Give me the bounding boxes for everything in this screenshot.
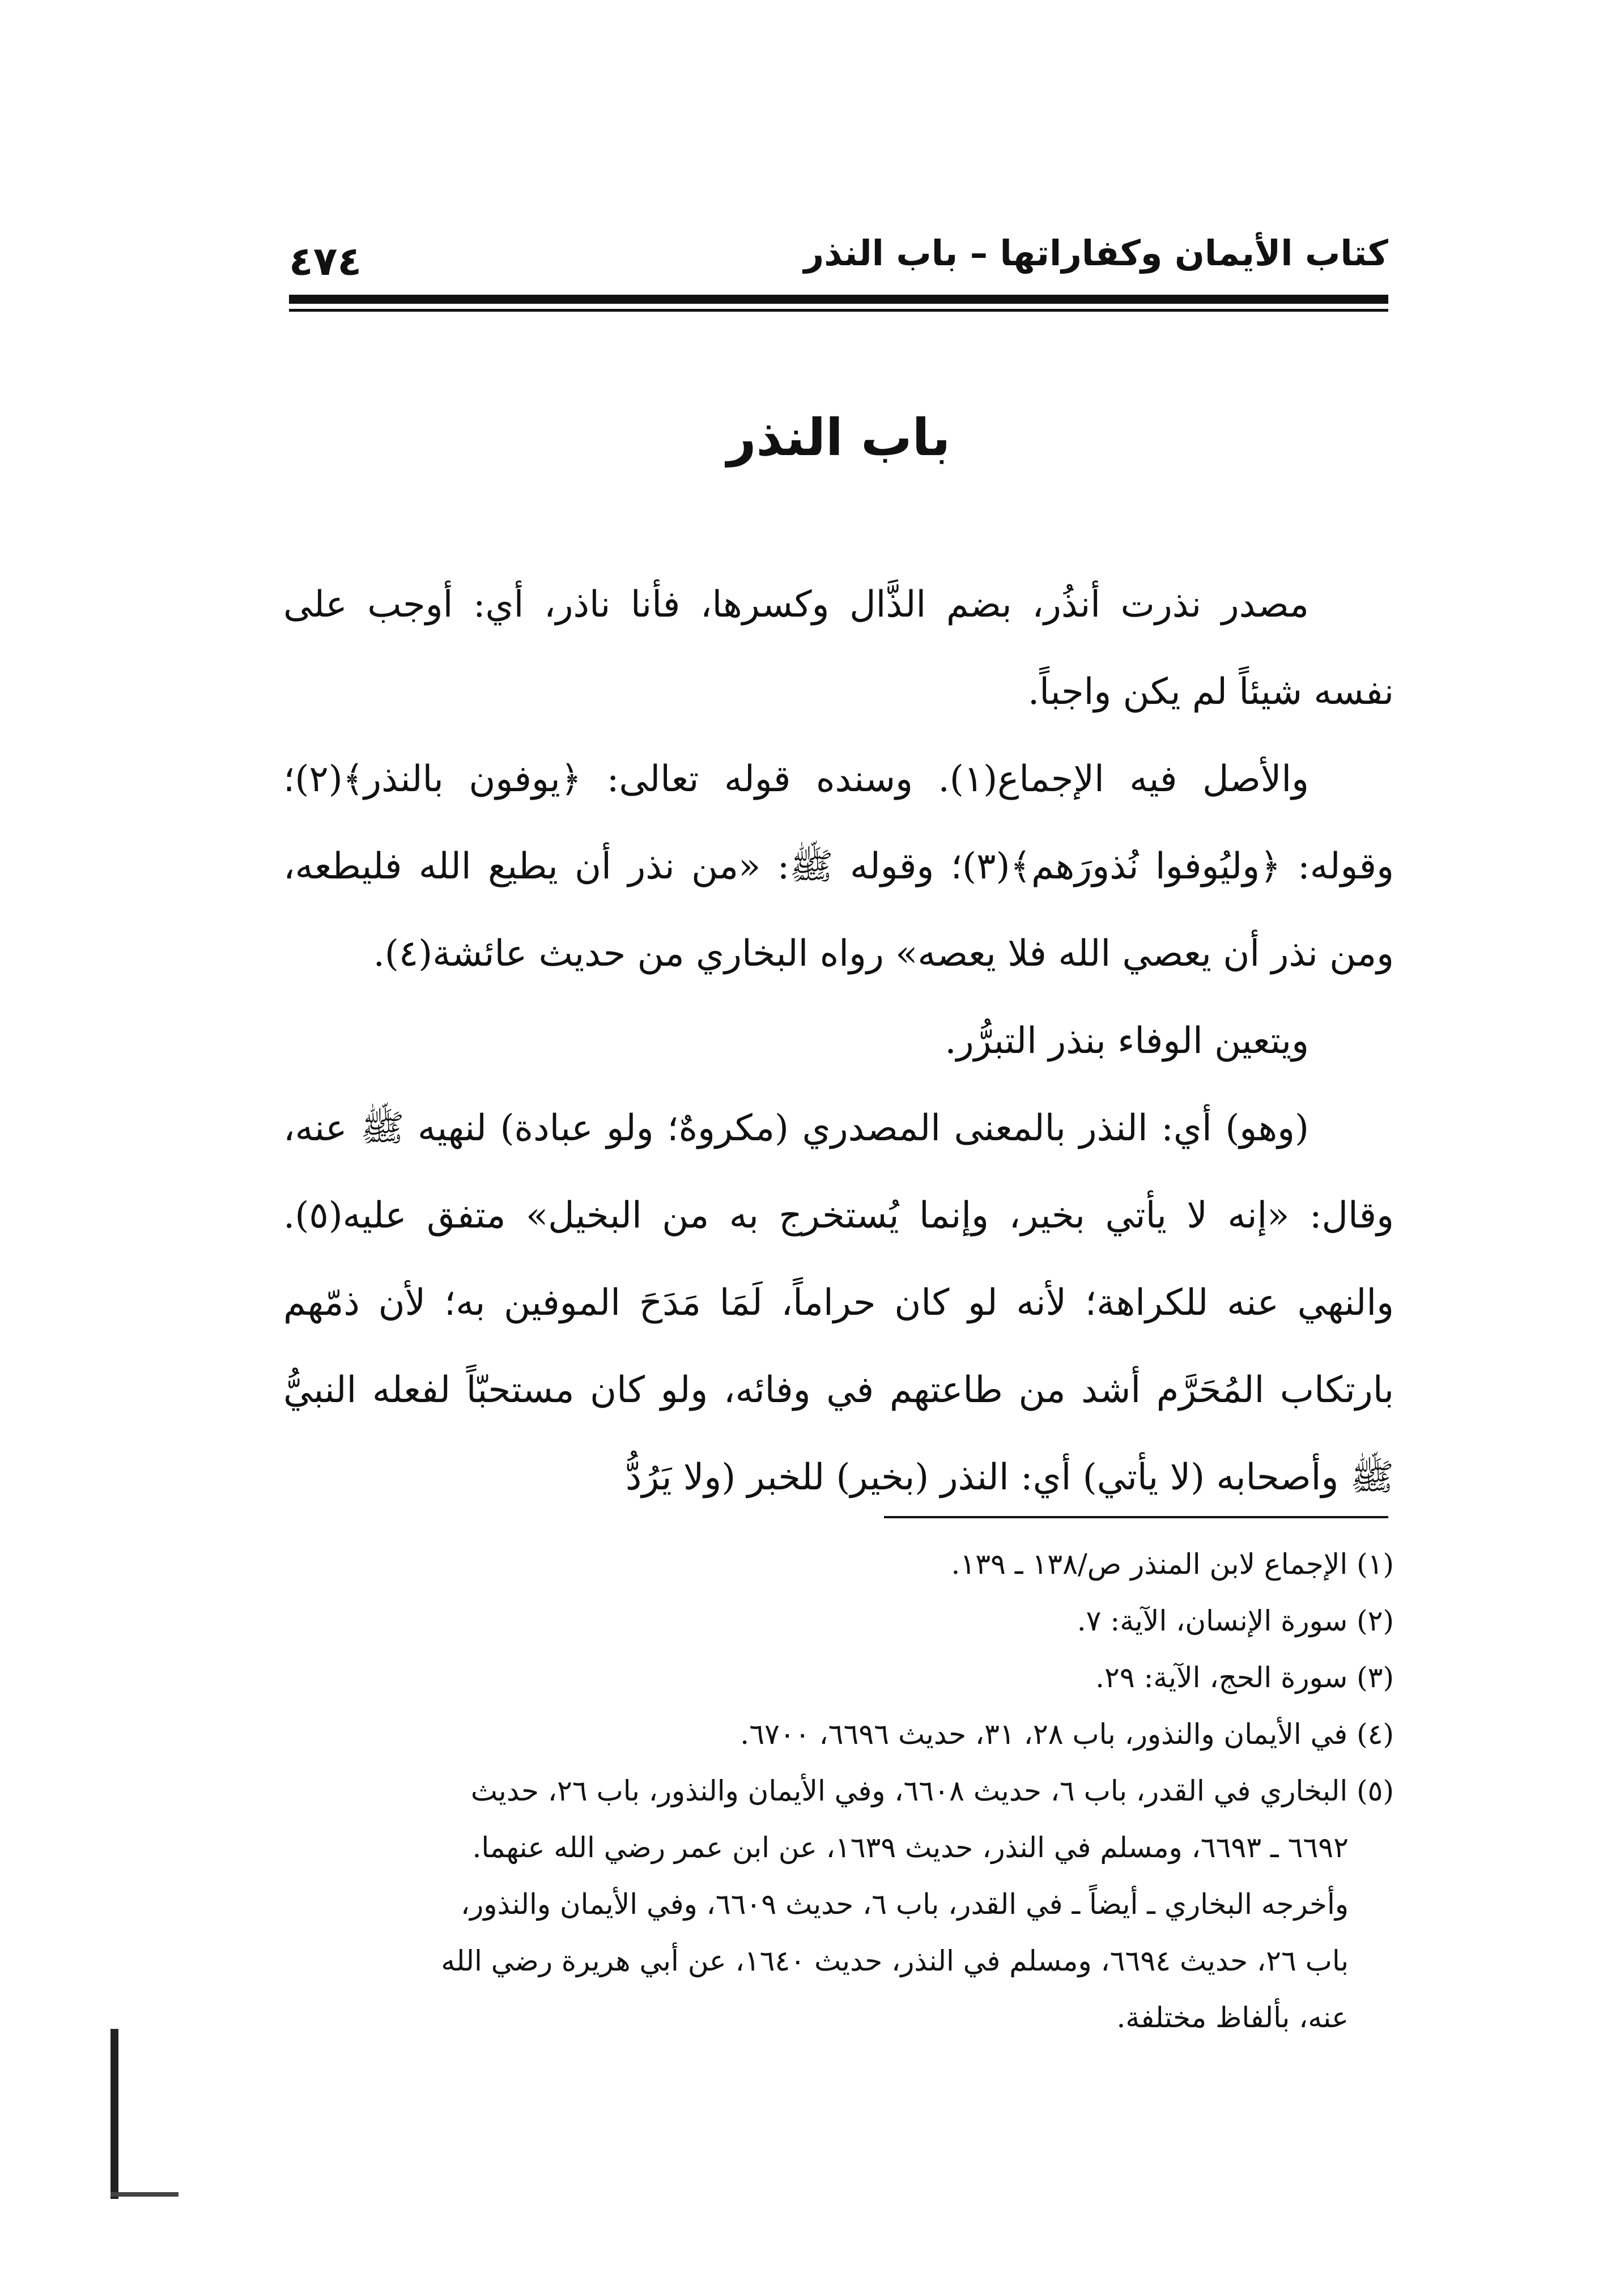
footnote: (١) الإجماع لابن المنذر ص/١٣٨ ـ ١٣٩.	[951, 1548, 1394, 1581]
footnote-continuation: عنه، بألفاظ مختلفة.	[1116, 2001, 1349, 2034]
footnote-continuation: وأخرجه البخاري ـ أيضاً ـ في القدر، باب ٦، حديث ٦٦٠٩، وفي الأيمان والنذور،	[461, 1888, 1349, 1921]
footnote: (٢) سورة الإنسان، الآية: ٧.	[1077, 1604, 1394, 1637]
footnote: (٣) سورة الحج، الآية: ٢٩.	[1095, 1661, 1394, 1694]
running-head: كتاب الأيمان وكفاراتها – باب النذر	[804, 232, 1388, 274]
footnote-continuation: ٦٦٩٢ ـ ٦٦٩٣، ومسلم في النذر، حديث ١٦٣٩، عن ابن عمر رضي الله عنهما.	[472, 1831, 1349, 1864]
paragraph: والأصل فيه الإجماع(١). وسنده قوله تعالى: ﴿يوفون بالنذر﴾(٢)؛ وقوله: ﴿وليُوفوا نُذورَهم﴾(٣)؛ وقوله ﷺ: «من نذر أن يطيع الله فليطعه، ومن نذر أن يعصي الله فلا يعصه» رواه البخاري من حديث عائشة(٤).	[283, 758, 1394, 975]
footnotes	[283, 1536, 1394, 2046]
paragraph: مصدر نذرت أنذُر، بضم الذَّال وكسرها، فأنا ناذر، أي: أوجب على نفسه شيئاً لم يكن واجباً.	[283, 584, 1394, 713]
footnote: (٥) البخاري في القدر، باب ٦، حديث ٦٦٠٨، وفي الأيمان والنذور، باب ٢٦، حديث	[470, 1774, 1394, 1807]
paragraph: ويتعين الوفاء بنذر التبرُّر.	[945, 1020, 1309, 1062]
scan-edge-mark-foot	[110, 2192, 178, 2197]
footnote-continuation: باب ٢٦، حديث ٦٦٩٤، ومسلم في النذر، حديث ١٦٤٠، عن أبي هريرة رضي الله	[441, 1944, 1349, 1977]
header-rule-thin	[289, 309, 1388, 312]
scan-edge-mark	[110, 2029, 118, 2199]
footnote-separator	[884, 1516, 1388, 1518]
page-number: ٤٧٤	[289, 238, 362, 284]
page-header	[289, 227, 1388, 289]
footnote: (٤) في الأيمان والنذور، باب ٢٨، ٣١، حديث ٦٦٩٦، ٦٧٠٠.	[740, 1718, 1394, 1751]
body-text	[283, 561, 1394, 1521]
header-rule-thick	[289, 295, 1388, 304]
chapter-title: باب النذر	[726, 408, 951, 468]
paragraph: (وهو) أي: النذر بالمعنى المصدري (مكروهٌ؛ ولو عبادة) لنهيه ﷺ عنه، وقال: «إنه لا يأتي بخير، وإنما يُستخرج به من البخيل» متفق عليه(٥). والنهي عنه للكراهة؛ لأنه لو كان حراماً، لَمَا مَدَحَ الموفين به؛ لأن ذمّهم بارتكاب المُحَرَّم أشد من طاعتهم في وفائه، ولو كان مستحبّاً لفعله النبيُّ ﷺ وأصحابه (لا يأتي) أي: النذر (بخير) للخبر (ولا يَرُدُّ	[283, 1107, 1395, 1498]
